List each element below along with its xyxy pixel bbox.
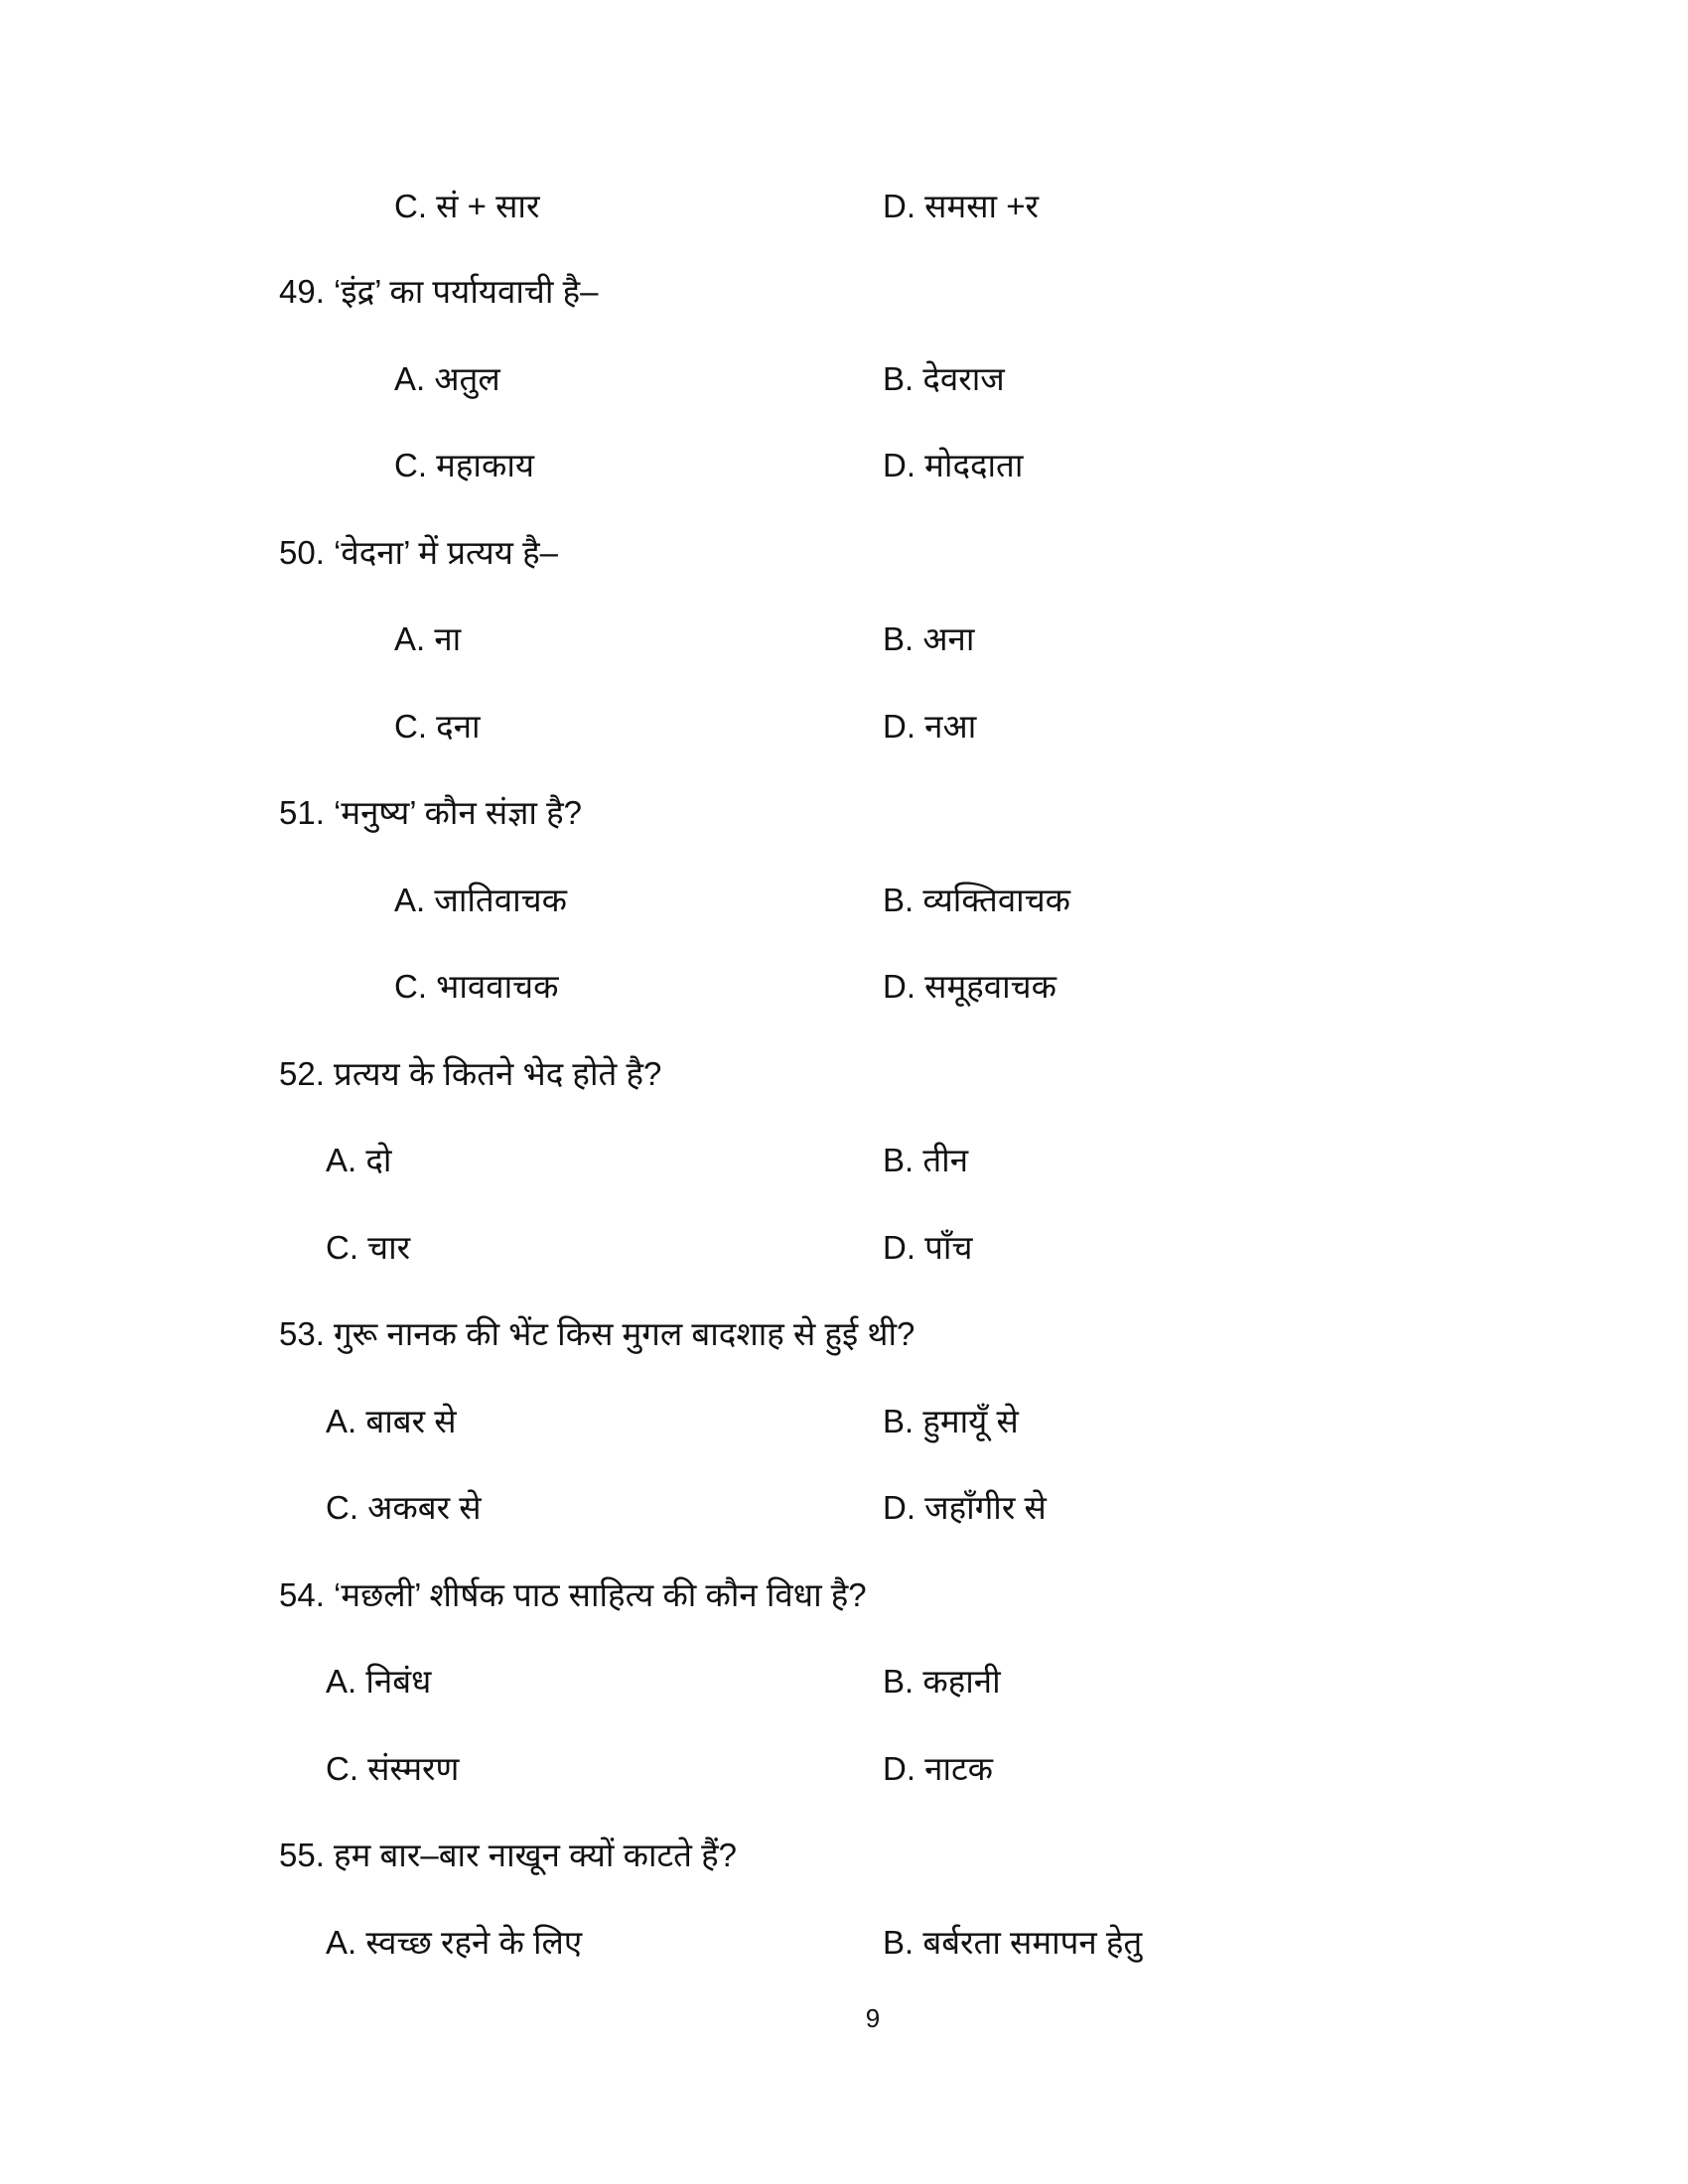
option-a: A. निबंध <box>326 1663 432 1700</box>
option-d: D. नआ <box>883 708 977 745</box>
option-d: D. समूहवाचक <box>883 968 1056 1005</box>
question-55 <box>0 1834 1688 1877</box>
option-b: B. हुमायूँ से <box>883 1403 1019 1439</box>
question-52 <box>0 1052 1688 1096</box>
option-c: C. भाववाचक <box>394 968 559 1005</box>
question-50 <box>0 531 1688 575</box>
option-a: A. ना <box>394 620 462 657</box>
option-a: A. बाबर से <box>326 1403 457 1439</box>
question-51 <box>0 791 1688 835</box>
option-row <box>0 705 1688 749</box>
option-row <box>0 1921 1688 1965</box>
question-text: 54. ‘मछली’ शीर्षक पाठ साहित्य की कौन विधा है? <box>279 1576 867 1613</box>
option-c: C. महाकाय <box>394 447 535 483</box>
option-b: B. देवराज <box>883 360 1005 397</box>
option-row <box>0 357 1688 401</box>
question-text: 55. हम बार–बार नाखून क्यों काटते हैं? <box>279 1837 737 1873</box>
question-53 <box>0 1312 1688 1356</box>
option-row <box>0 444 1688 487</box>
option-row <box>0 1226 1688 1270</box>
option-c: C. अकबर से <box>326 1489 482 1526</box>
option-row <box>0 1660 1688 1704</box>
option-b: B. तीन <box>883 1142 969 1178</box>
option-row <box>0 879 1688 922</box>
page-number: 9 <box>865 2003 881 2033</box>
option-d: D. पाँच <box>883 1229 973 1266</box>
question-text: 52. प्रत्यय के कितने भेद होते है? <box>279 1055 662 1092</box>
option-b: B. कहानी <box>883 1663 1001 1700</box>
option-d: D. समसा +र <box>883 188 1040 224</box>
question-text: 49. ‘इंद्र’ का पर्यायवाची है– <box>279 273 599 310</box>
option-a: A. अतुल <box>394 360 500 397</box>
question-text: 53. गुरू नानक की भेंट किस मुगल बादशाह से हुई थी? <box>279 1315 915 1352</box>
option-a: A. दो <box>326 1142 392 1178</box>
option-c: C. संस्मरण <box>326 1750 460 1787</box>
option-row <box>0 617 1688 661</box>
option-d: D. मोददाता <box>883 447 1024 483</box>
option-d: D. नाटक <box>883 1750 994 1787</box>
question-text: 51. ‘मनुष्य’ कौन संज्ञा है? <box>279 794 582 831</box>
option-row <box>0 965 1688 1009</box>
option-row <box>0 1139 1688 1182</box>
option-b: B. अना <box>883 620 975 657</box>
question-54 <box>0 1573 1688 1617</box>
option-row <box>0 1747 1688 1791</box>
question-text: 50. ‘वेदना’ में प्रत्यय है– <box>279 534 558 571</box>
option-row <box>0 1486 1688 1530</box>
option-row <box>0 1400 1688 1443</box>
question-49 <box>0 270 1688 314</box>
option-b: B. व्यक्तिवाचक <box>883 882 1071 918</box>
option-a: A. स्वच्छ रहने के लिए <box>326 1924 583 1961</box>
option-c: C. सं + सार <box>394 188 540 224</box>
option-c: C. चार <box>326 1229 411 1266</box>
option-d: D. जहाँगीर से <box>883 1489 1047 1526</box>
option-row <box>0 185 1688 228</box>
option-c: C. दना <box>394 708 481 745</box>
option-a: A. जातिवाचक <box>394 882 567 918</box>
option-b: B. बर्बरता समापन हेतु <box>883 1924 1143 1961</box>
